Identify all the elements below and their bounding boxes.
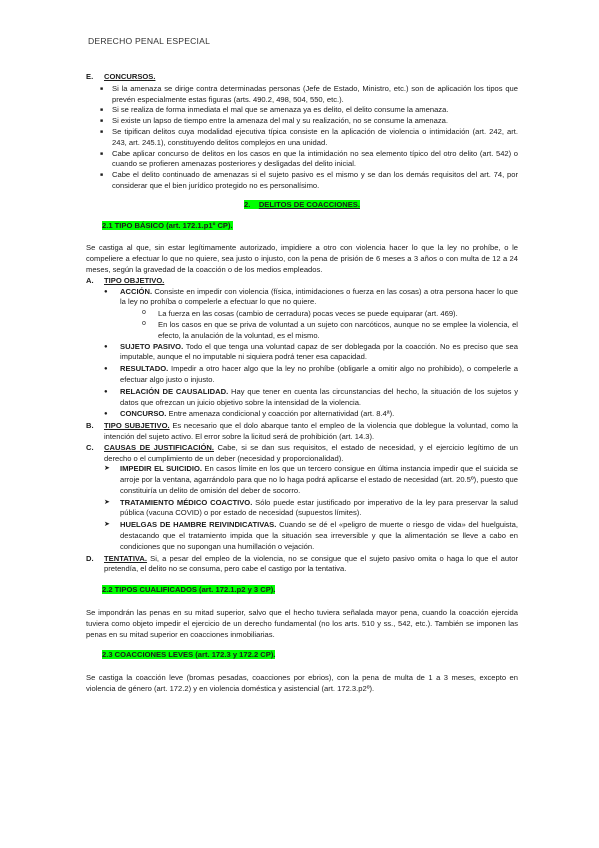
list-item: ■ Si existe un lapso de tiempo entre la amenaza del mal y su realización, no se consume la amenaza. (86, 116, 518, 127)
section-b (86, 421, 518, 443)
list-item-suicidio (86, 464, 518, 496)
item-text: Todo el que tenga una voluntad capaz de ser doblegada por la coacción. No es preciso que sea imputable, aunque el no imputable ni siquiera podrá tener esa capacidad. (120, 341, 518, 362)
section-e-title: CONCURSOS. (104, 72, 156, 81)
list-item: ■ Cabe el delito continuado de amenazas si el sujeto pasivo es el mismo y se dan los demás requisitos del art. 74, por considerar que el bien jurídico protegido no es personalísimo. (86, 170, 518, 192)
section-c-title: CAUSAS DE JUSTIFICACIÓN. (104, 442, 214, 452)
subsection-2-2-title: 2.2 TIPOS CUALIFICADOS (art. 172.1.p2 y 3 CP). (102, 585, 276, 595)
list-item-accion (86, 287, 518, 309)
section-e-letter: E. (86, 72, 94, 81)
list-item-huelgas (86, 520, 518, 552)
section-b-text: Es necesario que el dolo abarque tanto el empleo de la violencia que doblegue la voluntad, como la intención del sujeto activo. El error sobre la licitud será de prohibición (art. 14.3). (104, 421, 519, 441)
subsection-2-3-title: 2.3 COACCIONES LEVES (art. 172.3 y 172.2 CP). (102, 650, 276, 660)
sub-list-item: o En los casos en que se priva de voluntad a un sujeto con narcóticos, aunque no se emplee la violencia, el efecto, la anulación de la voluntad, es el mismo. (86, 320, 518, 342)
item-label: TRATAMIENTO MÉDICO COACTIVO. (120, 497, 253, 507)
item-label: IMPEDIR EL SUICIDIO. (120, 464, 202, 474)
section-c-text: Cabe, si se dan sus requisitos, el estado de necesidad, y el ejercicio legítimo de un derecho o el cumplimiento de un deber (necesidad y proporcionalidad). (104, 442, 518, 463)
section-2-title: DELITOS DE COACCIONES. (258, 199, 360, 209)
page-header: DERECHO PENAL ESPECIAL (88, 36, 211, 46)
item-label: HUELGAS DE HAMBRE REIVINDICATIVAS. (120, 520, 277, 530)
item-label: ACCIÓN. (120, 286, 153, 296)
accion-sublist (86, 309, 518, 341)
section-c (86, 443, 518, 553)
section-a-title: TIPO OBJETIVO. (104, 275, 165, 285)
item-text: Hay que tener en cuenta las circunstancias del hecho, la situación de los sujetos y datos que ofrezcan un juicio objetivo sobre la intensidad de la violencia. (120, 386, 518, 407)
sub-list-item: o La fuerza en las cosas (cambio de cerradura) pocas veces se puede equiparar (art. 469). (86, 309, 518, 320)
list-item: ■ Si se realiza de forma inmediata el mal que se amenaza ya es delito, el delito consume la amenaza. (86, 105, 518, 116)
subsection-2-3-heading (102, 650, 518, 661)
list-item: ■ Se tipifican delitos cuya modalidad ejecutiva típica consiste en la aplicación de violencia o intimidación (art. 242, art. 243, art. 245.1), constituyendo delitos complejos en una unidad. (86, 127, 518, 149)
item-label: CONCURSO. (120, 409, 167, 419)
list-item-tratamiento (86, 498, 518, 520)
section-2-highlight (244, 200, 360, 209)
item-text: Sólo puede estar justificado por imperativo de la ley para preservar la salud pública (vacuna COVID) o por estado de necesidad (supuestos límites). (120, 497, 519, 518)
tipo-objetivo-list (86, 287, 518, 309)
tipo-objetivo-list-cont (86, 342, 518, 421)
justificacion-list (86, 464, 518, 552)
section-a (86, 276, 518, 420)
document-body (86, 72, 518, 695)
section-2-heading (86, 200, 518, 211)
item-text: Cuando se dé el «peligro de muerte o riesgo de vida» del huelguista, destacando que el tratamiento impida que la situación sea irreversible y que la alimentación se lleve a cabo en condiciones que no supongan una humillación o vejación. (120, 520, 519, 551)
section-b-title: TIPO SUBJETIVO. (104, 421, 170, 431)
list-item: ■ Si la amenaza se dirige contra determinadas personas (Jefe de Estado, Ministro, etc.) son de aplicación los tipos que prevén especialmente estas figuras (arts. 490.2, 498, 504, 550, etc.). (86, 84, 518, 106)
item-text: En casos límite en los que un tercero consigue en última instancia impedir que el suicida se arroje por la ventana, agarrándolo para que no lo haga podrá aplicarse el estado de necesidad (art. 20.5º), puesto que constituiría un delito de omisión del deber de socorro. (120, 464, 519, 495)
subsection-2-1-intro: Se castiga al que, sin estar legítimamente autorizado, impidiere a otro con violencia hacer lo que la ley no prohíbe, o le compeliere a efectuar lo que no quiere, sea justo o injusto, con la pena de prisión de 6 meses a 3 años o con multa de 12 a 24 meses, según la gravedad de la coacción o de los medios empleados. (86, 243, 518, 274)
subsection-2-2-text: Se impondrán las penas en su mitad superior, salvo que el hecho tuviera señalada mayor pena, cuando la coacción ejercida tuviera como objeto impedir el ejercicio de un derecho fundamental (no los arts. 510 y ss., 542, etc.). También se imponen las penas en su mitad superior en coacciones inmobiliarias. (86, 608, 518, 639)
item-text: Impedir a otro hacer algo que la ley no prohíbe (obligarle a omitir algo no prohibido), o compelerle a efectuar algo justo o injusto. (120, 364, 518, 384)
item-label: RESULTADO. (120, 364, 169, 374)
concursos-list (86, 84, 518, 192)
list-item-concurso (86, 409, 518, 420)
section-d-title: TENTATIVA. (104, 553, 148, 563)
list-item-resultado (86, 364, 518, 386)
item-label: RELACIÓN DE CAUSALIDAD. (120, 386, 229, 396)
section-e (86, 72, 518, 192)
list-item: ■ Cabe aplicar concurso de delitos en los casos en que la intimidación no sea elemento típico del otro delito (art. 542) o cuando se profieren amenazas posteriores y desligadas del delito inicial. (86, 149, 518, 171)
section-a-letter: A. (86, 275, 94, 285)
item-text: Entre amenaza condicional y coacción por alternatividad (art. 8.4ª). (166, 409, 395, 419)
section-2-number: 2. (244, 199, 251, 209)
list-item-sujeto-pasivo (86, 342, 518, 364)
section-d-letter: D. (86, 553, 94, 563)
section-c-letter: C. (86, 442, 94, 452)
section-d-text: Si, a pesar del empleo de la violencia, no se consigue que el sujeto pasivo omita o haga lo que el autor pretendía, el delito no se consuma, pero cabe el castigo por la tentativa. (104, 553, 518, 574)
subsection-2-1-heading (102, 221, 518, 232)
section-d (86, 554, 518, 576)
subsection-2-2-heading (102, 585, 518, 596)
item-text: Consiste en impedir con violencia (física, intimidaciones o fuerza en las cosas) a otra persona hacer lo que la ley no prohíba o compelerle a efectuar lo que no quiere. (120, 286, 518, 307)
section-b-letter: B. (86, 421, 94, 431)
subsection-2-1-title: 2.1 TIPO BÁSICO (art. 172.1.p1º CP). (102, 220, 233, 230)
item-label: SUJETO PASIVO. (120, 341, 184, 351)
subsection-2-3-text: Se castiga la coacción leve (bromas pesadas, coacciones por ebrios), con la pena de multa de 1 a 3 meses, excepto en violencia de género (art. 172.2) y en violencia doméstica y asistencial (art. 172.3.p2º). (86, 673, 518, 694)
list-item-causalidad (86, 387, 518, 409)
